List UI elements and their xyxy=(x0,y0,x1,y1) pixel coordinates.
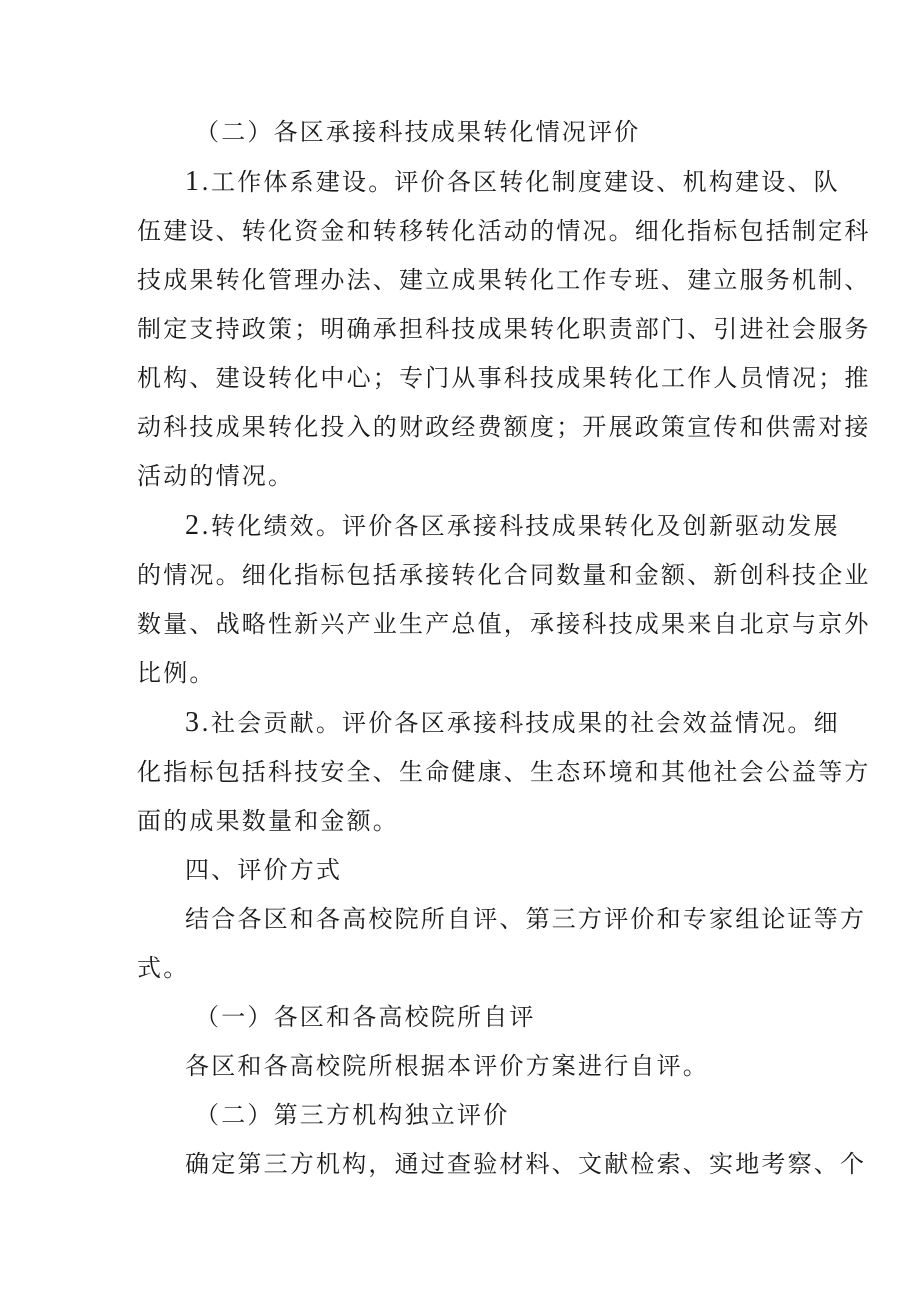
item-number: 1 xyxy=(185,166,202,197)
paragraph-item-2 xyxy=(137,501,840,551)
paragraph-line: 化指标包括科技安全、生命健康、生态环境和其他社会公益等方 xyxy=(137,758,871,786)
item-number: 2 xyxy=(185,510,202,541)
paragraph-line: 制定支持政策；明确承担科技成果转化职责部门、引进社会服务 xyxy=(137,315,871,343)
paragraph-line: 面的成果数量和金额。 xyxy=(137,807,399,835)
paragraph-line: 结合各区和各高校院所自评、第三方评价和专家组论证等方 xyxy=(185,905,867,933)
document-page xyxy=(137,108,871,1189)
paragraph-line: 机构、建设转化中心；专门从事科技成果转化工作人员情况；推 xyxy=(137,364,871,392)
section-heading: 四、评价方式 xyxy=(185,856,343,884)
subsection-heading: （二）第三方机构独立评价 xyxy=(195,1101,510,1129)
paragraph-line: 比例。 xyxy=(137,659,216,687)
paragraph-item-1 xyxy=(137,157,840,207)
paragraph-line: 式。 xyxy=(137,954,190,982)
paragraph-line: 动科技成果转化投入的财政经费额度；开展政策宣传和供需对接 xyxy=(137,413,871,441)
paragraph-line: 的情况。细化指标包括承接转化合同数量和金额、新创科技企业 xyxy=(137,561,871,589)
item-number: 3 xyxy=(185,707,202,738)
paragraph-line: 技成果转化管理办法、建立成果转化工作专班、建立服务机制、 xyxy=(137,266,871,294)
paragraph-item-3 xyxy=(137,698,840,748)
paragraph-line: 活动的情况。 xyxy=(137,462,295,490)
paragraph-line: .工作体系建设。评价各区转化制度建设、机构建设、队 xyxy=(201,168,840,196)
paragraph-line: .社会贡献。评价各区承接科技成果的社会效益情况。细 xyxy=(201,709,840,737)
subsection-heading: （一）各区和各高校院所自评 xyxy=(195,1003,536,1031)
paragraph-line: 各区和各高校院所根据本评价方案进行自评。 xyxy=(185,1052,709,1080)
paragraph-line: 伍建设、转化资金和转移转化活动的情况。细化指标包括制定科 xyxy=(137,217,871,245)
paragraph-line: .转化绩效。评价各区承接科技成果转化及创新驱动发展 xyxy=(201,512,840,540)
subsection-heading: （二）各区承接科技成果转化情况评价 xyxy=(195,118,641,146)
paragraph-line: 确定第三方机构，通过查验材料、文献检索、实地考察、个 xyxy=(185,1150,867,1178)
paragraph-line: 数量、战略性新兴产业生产总值，承接科技成果来自北京与京外 xyxy=(137,610,871,638)
